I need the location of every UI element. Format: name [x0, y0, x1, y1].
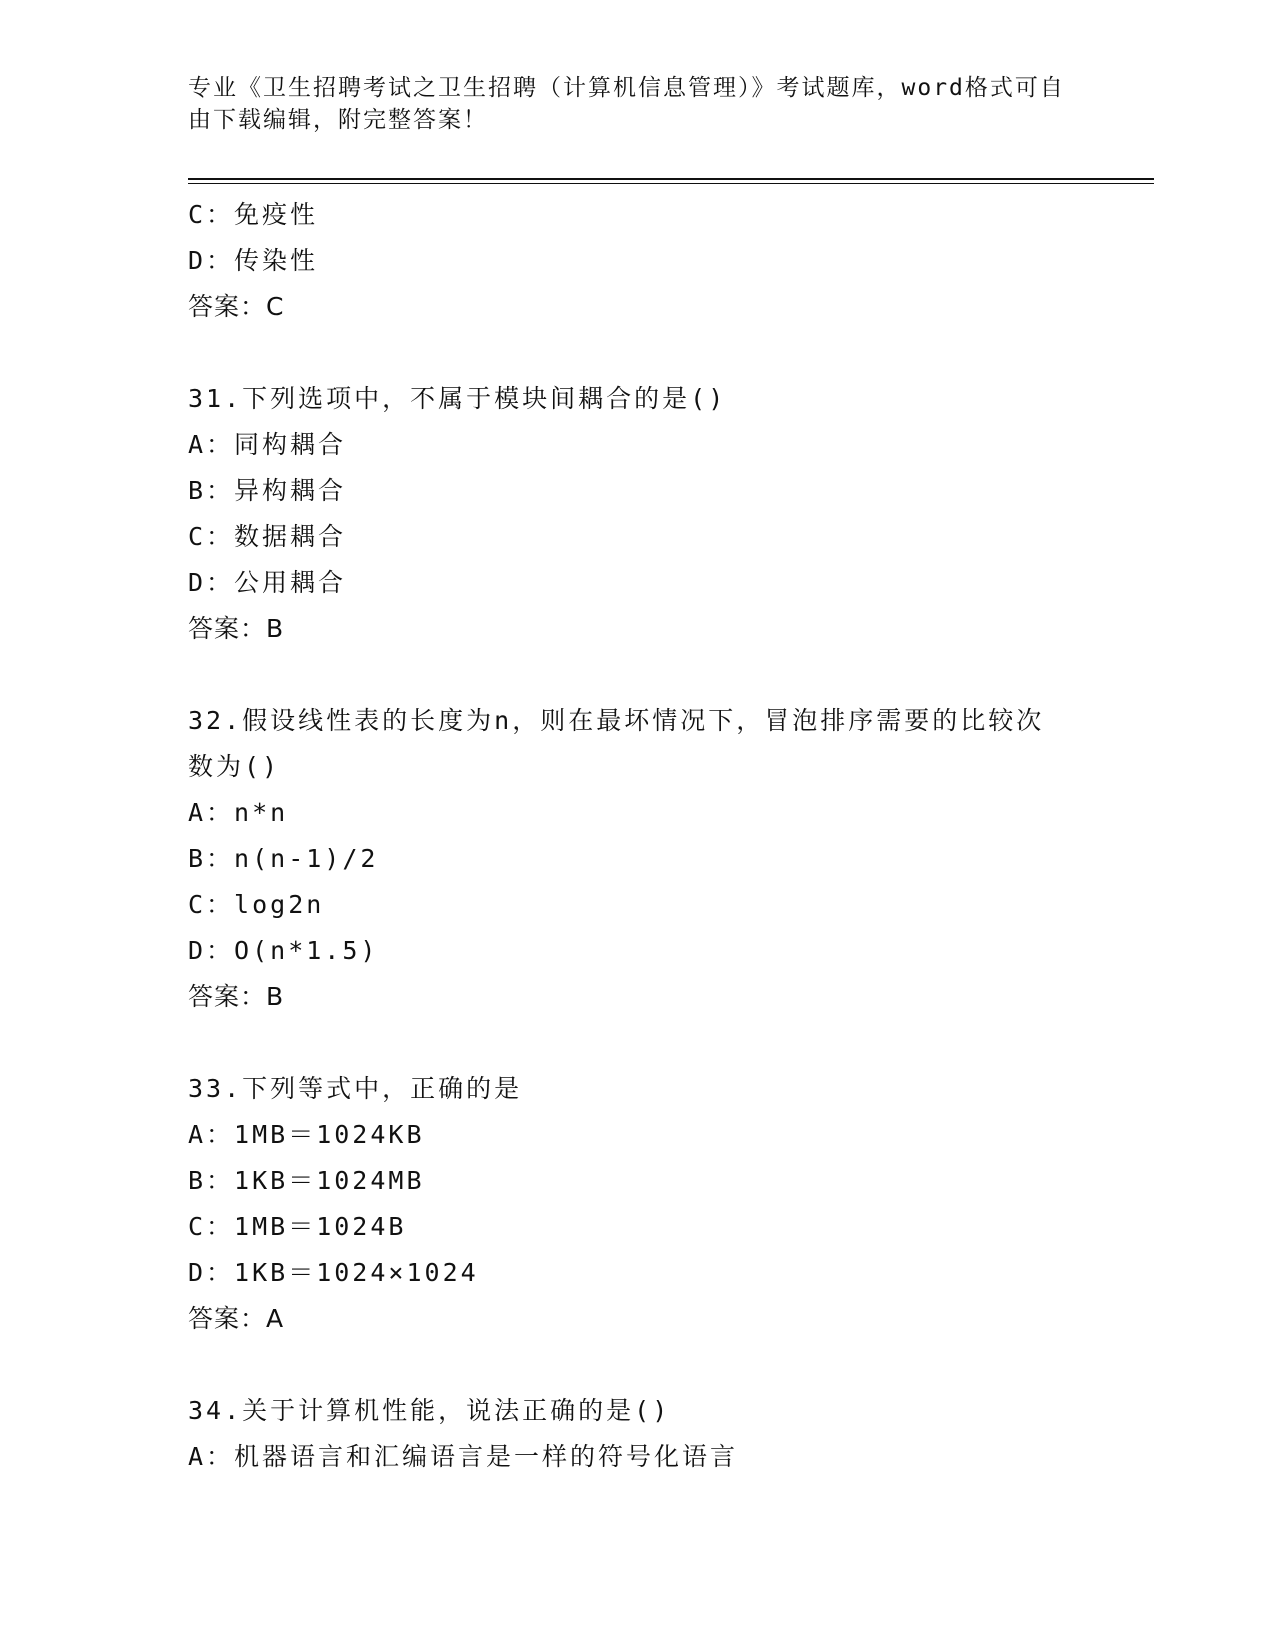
option-b: B：异构耦合 — [188, 476, 347, 505]
question-stem-31: 31.下列选项中，不属于模块间耦合的是() — [188, 384, 727, 413]
header-divider-thin — [188, 183, 1154, 184]
answer-line: 答案：B — [188, 982, 285, 1011]
option-c: C：免疫性 — [188, 200, 319, 229]
header-line-2: 由下载编辑，附完整答案！ — [188, 107, 488, 133]
question-stem-34: 34.关于计算机性能，说法正确的是() — [188, 1396, 671, 1425]
header-divider-thick — [188, 178, 1154, 180]
option-b: B：1KB＝1024MB — [188, 1166, 425, 1195]
header-line-1: 专业《卫生招聘考试之卫生招聘（计算机信息管理）》考试题库，word格式可自 — [188, 75, 1065, 101]
option-a: A：1MB＝1024KB — [188, 1120, 425, 1149]
option-d: D：公用耦合 — [188, 568, 347, 597]
question-stem-32-line-1: 32.假设线性表的长度为n，则在最坏情况下，冒泡排序需要的比较次 — [188, 706, 1045, 735]
option-a: A：n*n — [188, 798, 289, 827]
option-c: C：数据耦合 — [188, 522, 347, 551]
option-c: C：1MB＝1024B — [188, 1212, 407, 1241]
answer-line: 答案：A — [188, 1304, 285, 1333]
document-header — [188, 72, 1068, 136]
document-body — [188, 192, 1088, 1480]
answer-line: 答案：B — [188, 614, 285, 643]
option-d: D：O(n*1.5) — [188, 936, 379, 965]
option-b: B：n(n-1)/2 — [188, 844, 379, 873]
question-stem-33: 33.下列等式中，正确的是 — [188, 1074, 523, 1103]
option-c: C：log2n — [188, 890, 325, 919]
answer-line: 答案：C — [188, 292, 285, 321]
option-d: D：传染性 — [188, 246, 319, 275]
option-a: A：同构耦合 — [188, 430, 347, 459]
option-a: A：机器语言和汇编语言是一样的符号化语言 — [188, 1442, 739, 1471]
option-d: D：1KB＝1024×1024 — [188, 1258, 479, 1287]
question-stem-32-line-2: 数为() — [188, 752, 281, 781]
